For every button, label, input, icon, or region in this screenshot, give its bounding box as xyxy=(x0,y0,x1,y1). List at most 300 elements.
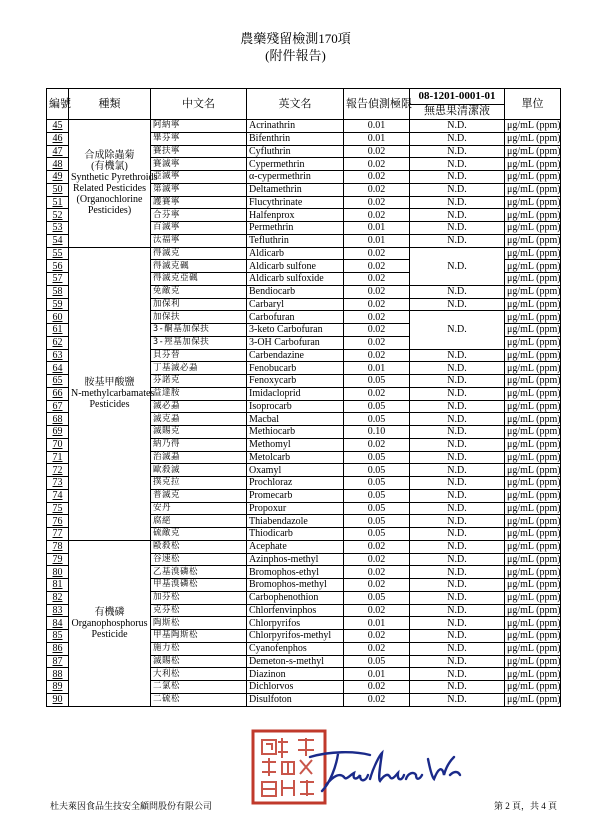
chinese-name: 安丹 xyxy=(151,502,247,515)
unit-cell: μg/mL (ppm) xyxy=(505,451,561,464)
result-cell: N.D. xyxy=(410,630,505,643)
chinese-name: 腐絕 xyxy=(151,515,247,528)
detection-limit: 0.05 xyxy=(344,375,410,388)
detection-limit: 0.02 xyxy=(344,604,410,617)
english-name: Prochloraz xyxy=(247,477,344,490)
english-name: Fenobucarb xyxy=(247,362,344,375)
result-cell: N.D. xyxy=(410,222,505,235)
row-number: 46 xyxy=(47,132,69,145)
detection-limit: 0.05 xyxy=(344,655,410,668)
english-name: Diazinon xyxy=(247,668,344,681)
category-line: (有機氯) xyxy=(91,161,128,173)
chinese-name: 得滅克亞碸 xyxy=(151,273,247,286)
category-line: (Organochlorine xyxy=(76,194,143,206)
row-number: 64 xyxy=(47,362,69,375)
row-number: 54 xyxy=(47,234,69,247)
english-name: Oxamyl xyxy=(247,464,344,477)
category-line: 胺基甲酸鹽 xyxy=(84,377,135,389)
result-cell: N.D. xyxy=(410,298,505,311)
detection-limit: 0.02 xyxy=(344,642,410,655)
unit-cell: μg/mL (ppm) xyxy=(505,196,561,209)
result-cell: N.D. xyxy=(410,247,505,285)
english-name: Macbal xyxy=(247,413,344,426)
unit-cell: μg/mL (ppm) xyxy=(505,540,561,553)
result-cell: N.D. xyxy=(410,400,505,413)
result-cell: N.D. xyxy=(410,413,505,426)
row-number: 88 xyxy=(47,668,69,681)
result-cell: N.D. xyxy=(410,591,505,604)
row-number: 68 xyxy=(47,413,69,426)
result-cell: N.D. xyxy=(410,234,505,247)
detection-limit: 0.01 xyxy=(344,234,410,247)
detection-limit: 0.01 xyxy=(344,222,410,235)
result-cell: N.D. xyxy=(410,566,505,579)
result-cell: N.D. xyxy=(410,489,505,502)
unit-cell: μg/mL (ppm) xyxy=(505,655,561,668)
category-line: Related Pesticides xyxy=(72,183,147,195)
chinese-name: 甲基陶斯松 xyxy=(151,630,247,643)
row-number: 74 xyxy=(47,489,69,502)
unit-cell: μg/mL (ppm) xyxy=(505,349,561,362)
detection-limit: 0.05 xyxy=(344,477,410,490)
english-name: Chlorpyrifos-methyl xyxy=(247,630,344,643)
chinese-name: 二氯松 xyxy=(151,681,247,694)
report-subtitle: (附件報告) xyxy=(265,48,326,63)
row-number: 72 xyxy=(47,464,69,477)
english-name: Bromophos-ethyl xyxy=(247,566,344,579)
row-number: 82 xyxy=(47,591,69,604)
detection-limit: 0.02 xyxy=(344,260,410,273)
result-cell: N.D. xyxy=(410,604,505,617)
row-number: 63 xyxy=(47,349,69,362)
result-cell: N.D. xyxy=(410,579,505,592)
unit-cell: μg/mL (ppm) xyxy=(505,579,561,592)
chinese-name: 加保扶 xyxy=(151,311,247,324)
detection-limit: 0.05 xyxy=(344,400,410,413)
result-cell: N.D. xyxy=(410,132,505,145)
row-number: 51 xyxy=(47,196,69,209)
row-number: 89 xyxy=(47,681,69,694)
unit-cell: μg/mL (ppm) xyxy=(505,183,561,196)
english-name: Propoxur xyxy=(247,502,344,515)
category-cell xyxy=(69,540,151,706)
detection-limit: 0.02 xyxy=(344,438,410,451)
col-sample-id-header: 08-1201-0001-01 xyxy=(410,89,505,105)
row-number: 76 xyxy=(47,515,69,528)
english-name: Acephate xyxy=(247,540,344,553)
unit-cell: μg/mL (ppm) xyxy=(505,426,561,439)
row-number: 49 xyxy=(47,171,69,184)
unit-cell: μg/mL (ppm) xyxy=(505,489,561,502)
english-name: Bromophos-methyl xyxy=(247,579,344,592)
table-row xyxy=(47,540,561,553)
result-cell: N.D. xyxy=(410,693,505,706)
footer-page-number: 第 2 頁，共 4 頁 xyxy=(493,801,557,811)
category-line: Pesticide xyxy=(91,628,128,640)
row-number: 53 xyxy=(47,222,69,235)
english-name: Thiodicarb xyxy=(247,528,344,541)
unit-cell: μg/mL (ppm) xyxy=(505,502,561,515)
unit-cell: μg/mL (ppm) xyxy=(505,477,561,490)
chinese-name: 施力松 xyxy=(151,642,247,655)
col-en-header: 英文名 xyxy=(247,89,344,120)
detection-limit: 0.02 xyxy=(344,681,410,694)
english-name: Azinphos-methyl xyxy=(247,553,344,566)
chinese-name: 丁基滅必蝨 xyxy=(151,362,247,375)
chinese-name: 撲克拉 xyxy=(151,477,247,490)
english-name: Chlorpyrifos xyxy=(247,617,344,630)
row-number: 60 xyxy=(47,311,69,324)
chinese-name: 滅賜松 xyxy=(151,655,247,668)
unit-cell: μg/mL (ppm) xyxy=(505,234,561,247)
chinese-name: 3-酮基加保扶 xyxy=(151,324,247,337)
chinese-name: 畢芬寧 xyxy=(151,132,247,145)
row-number: 75 xyxy=(47,502,69,515)
result-cell: N.D. xyxy=(410,617,505,630)
english-name: Halfenprox xyxy=(247,209,344,222)
chinese-name: 百滅寧 xyxy=(151,222,247,235)
row-number: 61 xyxy=(47,324,69,337)
row-number: 57 xyxy=(47,273,69,286)
unit-cell: μg/mL (ppm) xyxy=(505,438,561,451)
unit-cell: μg/mL (ppm) xyxy=(505,171,561,184)
english-name: Deltamethrin xyxy=(247,183,344,196)
result-cell: N.D. xyxy=(410,540,505,553)
english-name: Thiabendazole xyxy=(247,515,344,528)
english-name: Carbendazine xyxy=(247,349,344,362)
english-name: Isoprocarb xyxy=(247,400,344,413)
unit-cell: μg/mL (ppm) xyxy=(505,400,561,413)
unit-cell: μg/mL (ppm) xyxy=(505,285,561,298)
unit-cell: μg/mL (ppm) xyxy=(505,413,561,426)
row-number: 83 xyxy=(47,604,69,617)
english-name: Flucythrinate xyxy=(247,196,344,209)
unit-cell: μg/mL (ppm) xyxy=(505,375,561,388)
chinese-name: 納乃得 xyxy=(151,438,247,451)
row-number: 70 xyxy=(47,438,69,451)
detection-limit: 0.01 xyxy=(344,362,410,375)
unit-cell: μg/mL (ppm) xyxy=(505,528,561,541)
english-name: Demeton-s-methyl xyxy=(247,655,344,668)
category-line: Synthetic Pyrethroids xyxy=(71,172,158,184)
unit-cell: μg/mL (ppm) xyxy=(505,158,561,171)
chinese-name: 免敵克 xyxy=(151,285,247,298)
chinese-name: 汰福寧 xyxy=(151,234,247,247)
col-unit-header: 單位 xyxy=(505,89,561,120)
english-name: Promecarb xyxy=(247,489,344,502)
result-cell: N.D. xyxy=(410,451,505,464)
result-cell: N.D. xyxy=(410,171,505,184)
chinese-name: 陶斯松 xyxy=(151,617,247,630)
chinese-name: 普滅克 xyxy=(151,489,247,502)
detection-limit: 0.02 xyxy=(344,311,410,324)
english-name: Bifenthrin xyxy=(247,132,344,145)
chinese-name: 硫敵克 xyxy=(151,528,247,541)
result-cell: N.D. xyxy=(410,209,505,222)
unit-cell: μg/mL (ppm) xyxy=(505,336,561,349)
row-number: 81 xyxy=(47,579,69,592)
detection-limit: 0.02 xyxy=(344,630,410,643)
chinese-name: 得滅克碸 xyxy=(151,260,247,273)
result-cell: N.D. xyxy=(410,668,505,681)
english-name: α-cypermethrin xyxy=(247,171,344,184)
col-no-header: 編號 xyxy=(47,89,69,120)
detection-limit: 0.02 xyxy=(344,324,410,337)
row-number: 47 xyxy=(47,145,69,158)
detection-limit: 0.05 xyxy=(344,464,410,477)
detection-limit: 0.10 xyxy=(344,426,410,439)
unit-cell: μg/mL (ppm) xyxy=(505,617,561,630)
unit-cell: μg/mL (ppm) xyxy=(505,604,561,617)
english-name: Bendiocarb xyxy=(247,285,344,298)
col-category-header: 種類 xyxy=(69,89,151,120)
chinese-name: 貝芬替 xyxy=(151,349,247,362)
english-name: Methomyl xyxy=(247,438,344,451)
chinese-name: 合芬寧 xyxy=(151,209,247,222)
english-name: Chlorfenvinphos xyxy=(247,604,344,617)
chinese-name: 阿納寧 xyxy=(151,120,247,133)
detection-limit: 0.05 xyxy=(344,451,410,464)
category-line: 有機磷 xyxy=(94,606,125,618)
detection-limit: 0.02 xyxy=(344,349,410,362)
detection-limit: 0.02 xyxy=(344,158,410,171)
unit-cell: μg/mL (ppm) xyxy=(505,681,561,694)
english-name: 3-OH Carbofuran xyxy=(247,336,344,349)
chinese-name: 毆殺松 xyxy=(151,540,247,553)
unit-cell: μg/mL (ppm) xyxy=(505,642,561,655)
report-title: 農藥殘留檢測170項 xyxy=(240,31,351,46)
row-number: 73 xyxy=(47,477,69,490)
col-limit-header: 報告偵測極限 xyxy=(344,89,410,120)
result-cell: N.D. xyxy=(410,426,505,439)
unit-cell: μg/mL (ppm) xyxy=(505,298,561,311)
unit-cell: μg/mL (ppm) xyxy=(505,145,561,158)
unit-cell: μg/mL (ppm) xyxy=(505,324,561,337)
signature xyxy=(300,745,465,795)
detection-limit: 0.02 xyxy=(344,387,410,400)
detection-limit: 0.05 xyxy=(344,591,410,604)
english-name: 3-keto Carbofuran xyxy=(247,324,344,337)
row-number: 77 xyxy=(47,528,69,541)
result-cell: N.D. xyxy=(410,553,505,566)
pesticide-table xyxy=(46,88,561,707)
chinese-name: 益達胺 xyxy=(151,387,247,400)
result-cell: N.D. xyxy=(410,681,505,694)
chinese-name: 加保利 xyxy=(151,298,247,311)
detection-limit: 0.02 xyxy=(344,171,410,184)
row-number: 69 xyxy=(47,426,69,439)
chinese-name: 滅賜克 xyxy=(151,426,247,439)
english-name: Disulfoton xyxy=(247,693,344,706)
detection-limit: 0.01 xyxy=(344,120,410,133)
row-number: 48 xyxy=(47,158,69,171)
chinese-name: 歐殺滅 xyxy=(151,464,247,477)
result-cell: N.D. xyxy=(410,145,505,158)
unit-cell: μg/mL (ppm) xyxy=(505,273,561,286)
row-number: 87 xyxy=(47,655,69,668)
detection-limit: 0.02 xyxy=(344,553,410,566)
result-cell: N.D. xyxy=(410,477,505,490)
footer-company: 杜夫萊因食品生技安全顧問股份有限公司 xyxy=(50,801,213,811)
chinese-name: 二硫松 xyxy=(151,693,247,706)
english-name: Aldicarb sulfoxide xyxy=(247,273,344,286)
unit-cell: μg/mL (ppm) xyxy=(505,553,561,566)
detection-limit: 0.02 xyxy=(344,579,410,592)
result-cell: N.D. xyxy=(410,311,505,349)
detection-limit: 0.02 xyxy=(344,145,410,158)
english-name: Carbofuran xyxy=(247,311,344,324)
category-line: N-methylcarbamates xyxy=(71,388,155,400)
result-cell: N.D. xyxy=(410,502,505,515)
row-number: 85 xyxy=(47,630,69,643)
english-name: Methiocarb xyxy=(247,426,344,439)
unit-cell: μg/mL (ppm) xyxy=(505,591,561,604)
category-cell xyxy=(69,247,155,540)
unit-cell: μg/mL (ppm) xyxy=(505,209,561,222)
unit-cell: μg/mL (ppm) xyxy=(505,515,561,528)
english-name: Fenoxycarb xyxy=(247,375,344,388)
row-number: 86 xyxy=(47,642,69,655)
chinese-name: 護賽寧 xyxy=(151,196,247,209)
detection-limit: 0.01 xyxy=(344,617,410,630)
result-cell: N.D. xyxy=(410,285,505,298)
chinese-name: 治滅蝨 xyxy=(151,451,247,464)
category-cell xyxy=(69,120,158,248)
detection-limit: 0.02 xyxy=(344,196,410,209)
result-cell: N.D. xyxy=(410,120,505,133)
chinese-name: 賽滅寧 xyxy=(151,158,247,171)
detection-limit: 0.02 xyxy=(344,183,410,196)
chinese-name: 滅克蝨 xyxy=(151,413,247,426)
row-number: 59 xyxy=(47,298,69,311)
row-number: 90 xyxy=(47,693,69,706)
chinese-name: 谷速松 xyxy=(151,553,247,566)
row-number: 50 xyxy=(47,183,69,196)
result-cell: N.D. xyxy=(410,158,505,171)
result-cell: N.D. xyxy=(410,515,505,528)
chinese-name: 3-羥基加保扶 xyxy=(151,336,247,349)
row-number: 66 xyxy=(47,387,69,400)
english-name: Acrinathrin xyxy=(247,120,344,133)
category-line: Pesticides) xyxy=(87,205,132,217)
chinese-name: 第滅寧 xyxy=(151,183,247,196)
result-cell: N.D. xyxy=(410,362,505,375)
detection-limit: 0.01 xyxy=(344,132,410,145)
english-name: Permethrin xyxy=(247,222,344,235)
result-cell: N.D. xyxy=(410,642,505,655)
row-number: 67 xyxy=(47,400,69,413)
result-cell: N.D. xyxy=(410,375,505,388)
unit-cell: μg/mL (ppm) xyxy=(505,630,561,643)
detection-limit: 0.02 xyxy=(344,273,410,286)
unit-cell: μg/mL (ppm) xyxy=(505,247,561,260)
chinese-name: 大利松 xyxy=(151,668,247,681)
row-number: 62 xyxy=(47,336,69,349)
detection-limit: 0.02 xyxy=(344,209,410,222)
english-name: Carbaryl xyxy=(247,298,344,311)
chinese-name: 加芬松 xyxy=(151,591,247,604)
row-number: 55 xyxy=(47,247,69,260)
detection-limit: 0.02 xyxy=(344,298,410,311)
unit-cell: μg/mL (ppm) xyxy=(505,222,561,235)
row-number: 84 xyxy=(47,617,69,630)
unit-cell: μg/mL (ppm) xyxy=(505,260,561,273)
chinese-name: 甲基溴磷松 xyxy=(151,579,247,592)
detection-limit: 0.05 xyxy=(344,489,410,502)
row-number: 58 xyxy=(47,285,69,298)
result-cell: N.D. xyxy=(410,387,505,400)
row-number: 71 xyxy=(47,451,69,464)
english-name: Cyanofenphos xyxy=(247,642,344,655)
col-sample-name-header: 無患果清潔液 xyxy=(410,104,505,120)
row-number: 65 xyxy=(47,375,69,388)
row-number: 79 xyxy=(47,553,69,566)
unit-cell: μg/mL (ppm) xyxy=(505,693,561,706)
category-line: Pesticides xyxy=(89,399,130,411)
row-number: 80 xyxy=(47,566,69,579)
english-name: Aldicarb xyxy=(247,247,344,260)
chinese-name: 得滅克 xyxy=(151,247,247,260)
detection-limit: 0.02 xyxy=(344,693,410,706)
english-name: Metolcarb xyxy=(247,451,344,464)
unit-cell: μg/mL (ppm) xyxy=(505,668,561,681)
result-cell: N.D. xyxy=(410,655,505,668)
table-row xyxy=(47,247,561,260)
unit-cell: μg/mL (ppm) xyxy=(505,132,561,145)
unit-cell: μg/mL (ppm) xyxy=(505,464,561,477)
col-cn-header: 中文名 xyxy=(151,89,247,120)
chinese-name: 芬諾克 xyxy=(151,375,247,388)
unit-cell: μg/mL (ppm) xyxy=(505,120,561,133)
result-cell: N.D. xyxy=(410,438,505,451)
detection-limit: 0.05 xyxy=(344,413,410,426)
chinese-name: 滅必蝨 xyxy=(151,400,247,413)
result-cell: N.D. xyxy=(410,349,505,362)
detection-limit: 0.02 xyxy=(344,566,410,579)
category-line: Organophosphorus xyxy=(71,617,148,629)
english-name: Aldicarb sulfone xyxy=(247,260,344,273)
detection-limit: 0.02 xyxy=(344,336,410,349)
chinese-name: 乙基溴磷松 xyxy=(151,566,247,579)
detection-limit: 0.02 xyxy=(344,247,410,260)
result-cell: N.D. xyxy=(410,196,505,209)
english-name: Imidacloprid xyxy=(247,387,344,400)
unit-cell: μg/mL (ppm) xyxy=(505,311,561,324)
detection-limit: 0.01 xyxy=(344,668,410,681)
category-line: 合成除蟲菊 xyxy=(84,150,135,162)
detection-limit: 0.05 xyxy=(344,528,410,541)
result-cell: N.D. xyxy=(410,464,505,477)
detection-limit: 0.02 xyxy=(344,540,410,553)
detection-limit: 0.05 xyxy=(344,515,410,528)
english-name: Tefluthrin xyxy=(247,234,344,247)
unit-cell: μg/mL (ppm) xyxy=(505,566,561,579)
row-number: 52 xyxy=(47,209,69,222)
result-cell: N.D. xyxy=(410,183,505,196)
english-name: Cypermethrin xyxy=(247,158,344,171)
row-number: 45 xyxy=(47,120,69,133)
unit-cell: μg/mL (ppm) xyxy=(505,362,561,375)
row-number: 78 xyxy=(47,540,69,553)
result-cell: N.D. xyxy=(410,528,505,541)
chinese-name: 克芬松 xyxy=(151,604,247,617)
chinese-name: 賽扶寧 xyxy=(151,145,247,158)
detection-limit: 0.05 xyxy=(344,502,410,515)
english-name: Cyfluthrin xyxy=(247,145,344,158)
english-name: Carbophenothion xyxy=(247,591,344,604)
detection-limit: 0.02 xyxy=(344,285,410,298)
row-number: 56 xyxy=(47,260,69,273)
